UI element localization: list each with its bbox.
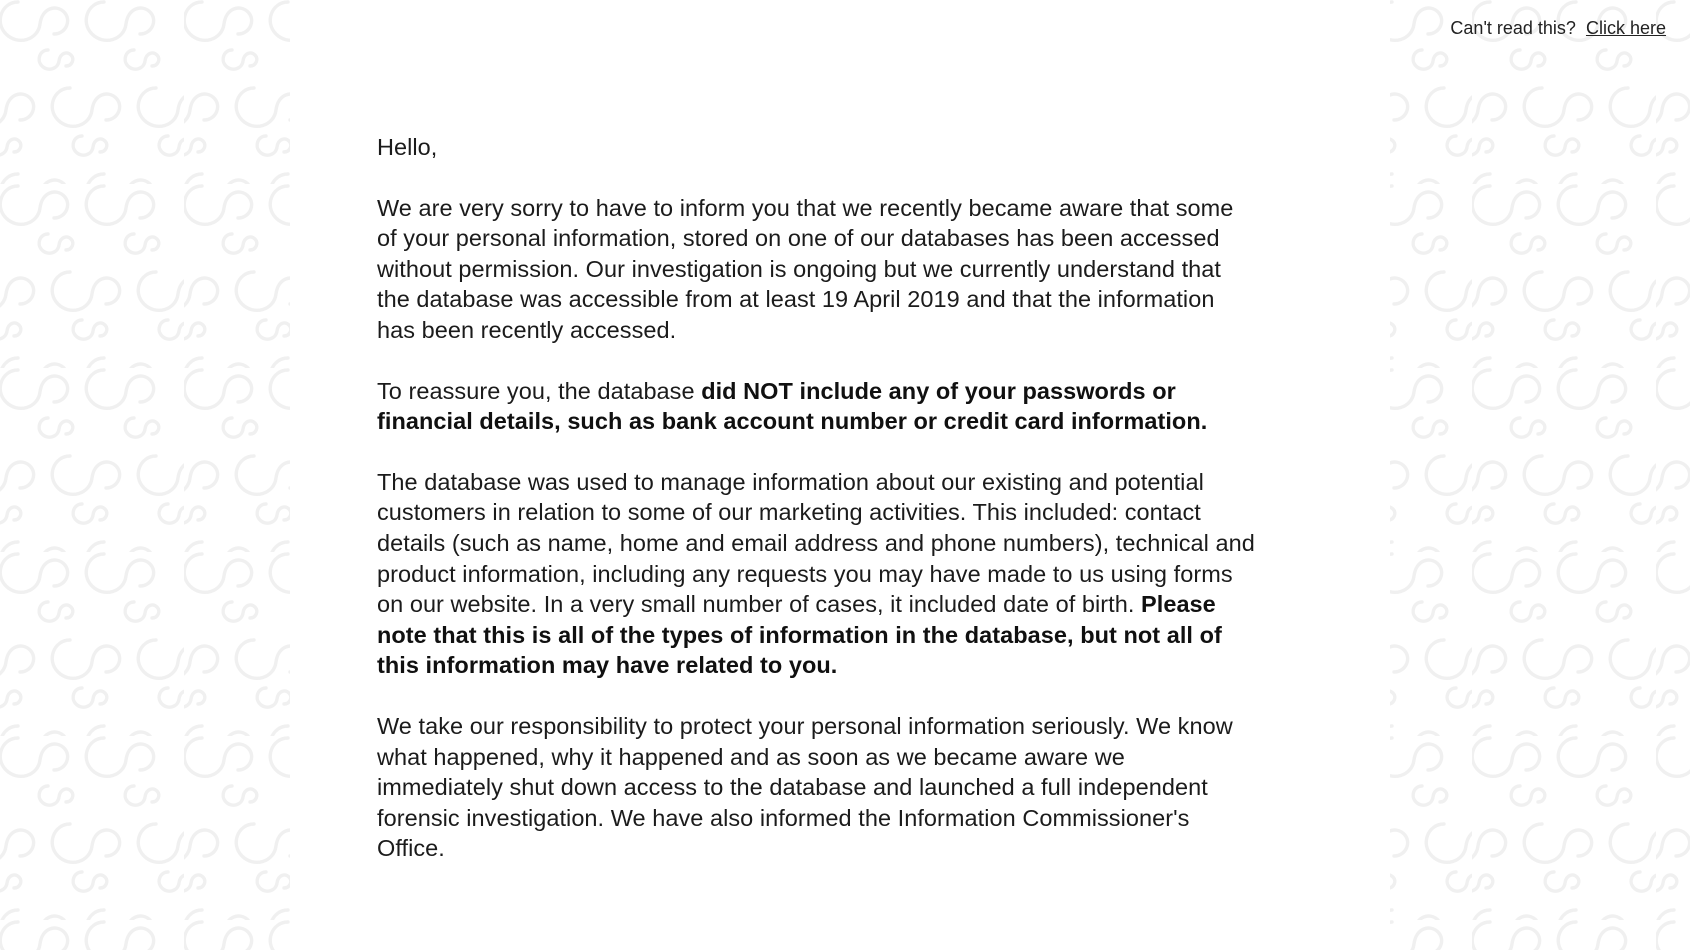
body-text: The database was used to manage information about our existing and potential customers in relation to some of our marketing activities. This included: contact details (such as name, home and email address and phone numbers), technical and product information, including any requests you may have made to us using forms on our website. In a very small number of cases, it included date of birth. <box>377 468 1262 618</box>
emphasis-text: did NOT include any of your passwords or financial details, such as bank account number or credit card information. <box>377 377 1208 435</box>
body-text: We are very sorry to have to inform you that we recently became aware that some of your personal information, stored on one of our databases has been accessed without permission. Our investigation is ongoing but we currently understand that the database was accessible from at least 19 April 2019 and that the information has been recently accessed. <box>377 194 1241 343</box>
body-text: We take our responsibility to protect your personal information seriously. We know what happened, why it happened and as soon as we became aware we immediately shut down access to the database and launched a full independent forensic investigation. We have also informed the Information Commissioner's Office. <box>377 712 1240 862</box>
view-in-browser-link[interactable]: Click here <box>1585 18 1666 38</box>
email-paragraph-breach-notice <box>377 193 1257 346</box>
email-greeting: Hello, <box>377 134 438 160</box>
preheader-prompt-label: Can't read this? <box>1450 18 1576 38</box>
preheader <box>1450 17 1666 39</box>
email-paragraph-response <box>377 711 1257 864</box>
emphasis-text: Please note that this is all of the types of information in the database, but not all of this information may have related to you. <box>377 591 1229 679</box>
email-paragraph-reassurance <box>377 376 1257 437</box>
body-text: To reassure you, the database <box>377 377 702 404</box>
email-body <box>377 132 1262 864</box>
email-paragraph-data-types <box>377 467 1262 681</box>
